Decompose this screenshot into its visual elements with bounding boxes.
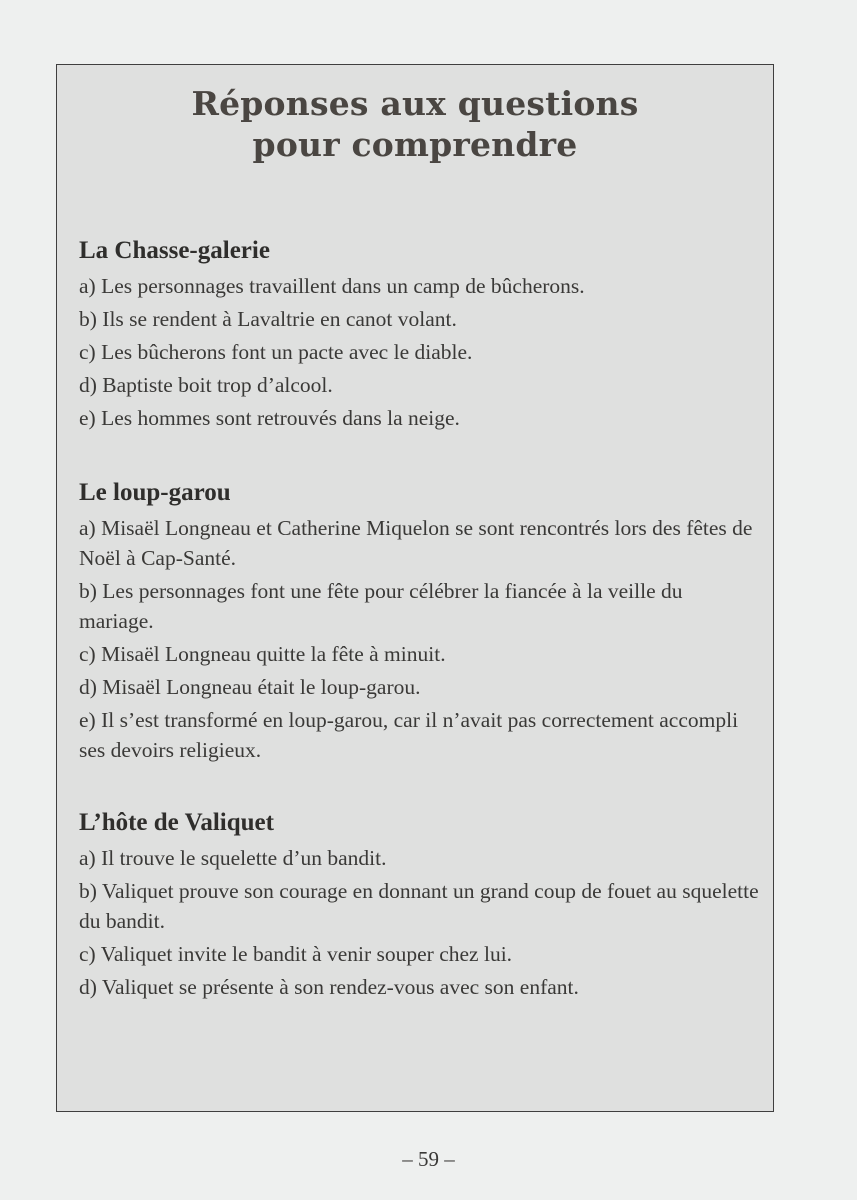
- answer-list: [79, 843, 759, 1002]
- title-line-1: Réponses aux questions: [191, 84, 639, 123]
- answer-item: b) Les personnages font une fête pour célébrer la fiancée à la veille du mariage.: [79, 579, 683, 633]
- section-heading: La Chasse-galerie: [79, 237, 270, 264]
- answer-list: [79, 271, 759, 433]
- answer-item: b) Ils se rendent à Lavaltrie en canot volant.: [79, 307, 457, 331]
- answer-item: e) Il s’est transformé en loup-garou, car il n’avait pas correctement accompli ses devoirs religieux.: [79, 708, 739, 762]
- answer-item: d) Misaël Longneau était le loup-garou.: [79, 675, 421, 699]
- answer-item: d) Valiquet se présente à son rendez-vous avec son enfant.: [79, 975, 579, 999]
- answer-item: e) Les hommes sont retrouvés dans la neige.: [79, 406, 460, 430]
- answer-item: c) Misaël Longneau quitte la fête à minuit.: [79, 642, 446, 666]
- answer-item: a) Les personnages travaillent dans un camp de bûcherons.: [79, 274, 585, 298]
- answer-item: a) Misaël Longneau et Catherine Miquelon se sont rencontrés lors des fêtes de Noël à Cap-Santé.: [79, 516, 753, 570]
- answer-item: b) Valiquet prouve son courage en donnant un grand coup de fouet au squelette du bandit.: [79, 879, 759, 933]
- answer-item: a) Il trouve le squelette d’un bandit.: [79, 846, 387, 870]
- answers-box: [56, 64, 774, 1112]
- page-title: [57, 83, 773, 165]
- section-loup-garou: [79, 477, 759, 768]
- section-heading: L’hôte de Valiquet: [79, 809, 274, 836]
- section-heading: Le loup-garou: [79, 479, 231, 506]
- page-number: – 59 –: [402, 1147, 455, 1171]
- section-hote-de-valiquet: [79, 807, 759, 1005]
- answer-item: c) Valiquet invite le bandit à venir souper chez lui.: [79, 942, 513, 966]
- title-line-2: pour comprendre: [252, 125, 578, 164]
- answer-list: [79, 513, 759, 765]
- section-chasse-galerie: [79, 235, 759, 436]
- answer-item: c) Les bûcherons font un pacte avec le diable.: [79, 340, 473, 364]
- answer-item: d) Baptiste boit trop d’alcool.: [79, 373, 333, 397]
